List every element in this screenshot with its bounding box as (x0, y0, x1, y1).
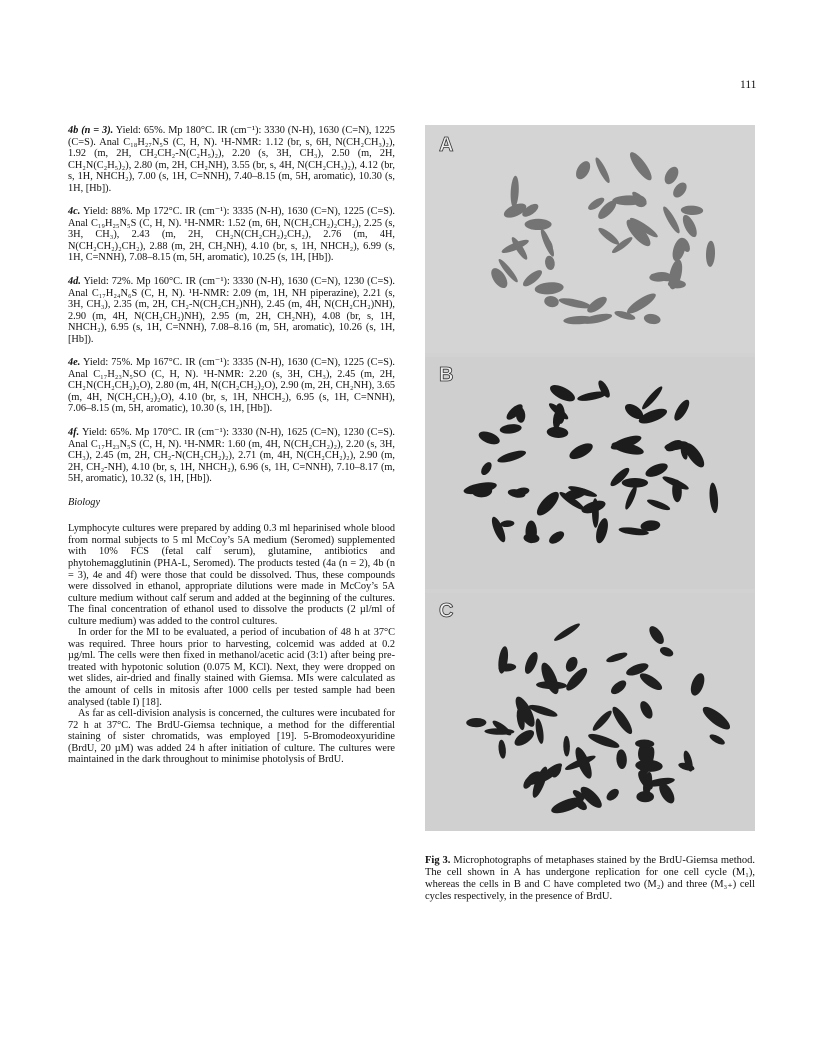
panel-a (425, 125, 755, 353)
biology-paragraph: As far as cell-division analysis is concerned, the cultures were incubated for 72 h at 37°C. The BrdU-Giemsa technique, a method for the differential staining of sister chromatids, was employed [19]. 5-Bromodeoxyuridine (BrdU, 20 µM) was added 24 h after initiation of culture. The cultures were maintained in the dark throughout to minimise photolysis of BrdU. (68, 708, 395, 766)
compound-4b (68, 125, 395, 194)
metaphase-photo-c (425, 593, 755, 831)
compound-heading: 4c. (68, 206, 81, 218)
compound-data: Yield: 72%. Mp 160°C. IR (cm⁻¹): 3330 (N-H), 1630 (C=N), 1230 (C=S). Anal C₁₇H₂₄N₆S (C, H, N). ¹H-NMR: 2.09 (m, 1H, NH piperazine), 2.21 (s, 3H, CH₃), 2.35 (m, 2H, CH₂-N(CH₂CH₂)NH), 2.45 (m, 4H, N(CH₂CH₂)NH), 2.90 (m, 4H, N(CH₂CH₂)NH), 2.95 (m, 2H, CH₂NH), 4.08 (br, s, 1H, NHCH₂), 6.95 (s, 1H, C=NNH), 7.08–8.16 (m, 5H, aromatic), 10.26 (s, 1H, [Hb]). (68, 276, 395, 345)
panel-b (425, 357, 755, 589)
figure-caption (425, 855, 755, 903)
chromosome (526, 521, 537, 544)
metaphase-photo-a (425, 125, 755, 353)
compound-heading: 4e. (68, 357, 81, 369)
compound-4e (68, 357, 395, 415)
chromosome (525, 219, 552, 230)
caption-text: Microphotographs of metaphases stained by the BrdU-Giemsa method. The cell shown in A has undergone replication for one cell cycle (M₁), whereas the cells in B and C have completed two (M₂) and three (M₃₊) cell cycles respectively, in the presence of BrdU. (425, 855, 755, 902)
compound-data: Yield: 65%. Mp 180°C. IR (cm⁻¹): 3330 (N-H), 1630 (C=N), 1225 (C=S). Anal C₁₈H₂₇N₅S (C, H, N). ¹H-NMR: 1.12 (br, s, 6H, N(CH₂CH₃)₂), 1.92 (m, 2H, CH₂CH₂-N(C₂H₅)₂), 2.20 (s, 3H, CH₃), 2.50 (m, 2H, CH₂N(C₂H₅)₂), 2.80 (m, 2H, CH₂NH), 3.55 (br, s, 4H, N(CH₂CH₃)₂), 4.12 (br, s, 1H, NHCH₂), 7.00 (s, 1H, C=NNH), 7.40–8.15 (m, 5H, aromatic), 10.30 (s, 1H, [Hb]). (68, 125, 395, 194)
left-column (68, 125, 395, 766)
panel-label: B (439, 364, 454, 386)
figure-3-photographs (425, 125, 755, 831)
compound-data: Yield: 65%. Mp 170°C. IR (cm⁻¹): 3330 (N-H), 1625 (C=N), 1230 (C=S). Anal C₁₇H₂₃N₅S (C, H, N). ¹H-NMR: 1.60 (m, 4H, N(CH₂CH₂)₂), 2.20 (s, 3H, CH₃), 2.45 (m, 2H, CH₂-N(CH₂CH₂)₂), 2.71 (m, 4H, N(CH₂CH₂)₂), 2.90 (m, 2H, CH₂-NH), 4.10 (br, s, 1H, NHCH₂), 6.96 (s, 1H, C=NNH), 7.10–8.17 (m, 5H, aromatic), 10.32 (s, 1H, [Hb]). (68, 427, 395, 485)
panel-label: A (439, 134, 454, 156)
caption-label: Fig 3. (425, 855, 451, 866)
compound-data: Yield: 88%. Mp 172°C. IR (cm⁻¹): 3335 (N-H), 1630 (C=N), 1225 (C=S). Anal C₁₉H₂₅N₅S (C, H, N). ¹H-NMR: 1.52 (m, 6H, N(CH₂CH₂)₂CH₂), 2.25 (s, 3H, CH₃), 2.43 (m, 2H, CH₂N(CH₂CH₂)₂CH₂), 2.76 (m, 4H, N(CH₂CH₂)₂CH₂), 2.88 (m, 2H, CH₂NH), 4.10 (br, s, 1H, NHCH₂), 6.99 (s, 1H, C=NNH), 7.08–8.15 (m, 5H, aromatic), 10.25 (s, 1H, [Hb]). (68, 206, 395, 264)
panel-label: C (439, 600, 454, 622)
biology-paragraph: Lymphocyte cultures were prepared by adding 0.3 ml heparinised whole blood from normal subjects to 5 ml McCoy’s 5A medium (Seromed) supplemented with 10% FCS (fetal calf serum), glutamine, antibiotics and phytohemagglutinin (PHA-L, Seromed). The products tested (4a (n = 2), 4b (n = 3), 4e and 4f) were those that could be dissolved. Thus, these compounds were dissolved in ethanol, appropriate dilutions were made in McCoy’s 5A culture medium without calf serum and added at the beginning of the cultures. The final concentration of ethanol used to dissolve the products (2 µl/ml of culture medium) was added to the control cultures. (68, 523, 395, 627)
compound-data: Yield: 75%. Mp 167°C. IR (cm⁻¹): 3335 (N-H), 1630 (C=N), 1225 (C=S). Anal C₁₇H₂₃N₅SO (C, H, N). ¹H-NMR: 2.20 (s, 3H, CH₃), 2.45 (m, 2H, CH₂N(CH₂CH₂)₂O), 2.80 (m, 4H, N(CH₂CH₂)₂O), 2.90 (m, 2H, CH₂NH), 3.65 (m, 4H, N(CH₂CH₂)₂O), 4.10 (br, s, 1H, NHCH₂), 6.95 (s, 1H, C=NNH), 7.06–8.15 (m, 5H, aromatic), 10.30 (s, 1H, [Hb]). (68, 357, 395, 415)
compound-heading: 4b (n = 3). (68, 125, 114, 136)
panel-c (425, 593, 755, 831)
compound-heading: 4d. (68, 276, 81, 288)
biology-heading: Biology (68, 496, 101, 508)
chromosome (622, 478, 648, 488)
compound-heading: 4f. (68, 427, 80, 439)
page-number: 111 (740, 79, 757, 91)
metaphase-photo-b (425, 357, 755, 589)
biology-paragraph: In order for the MI to be evaluated, a period of incubation of 48 h at 37°C was required. Three hours prior to harvesting, colcemid was added at 0.2 µg/ml. The cells were then fixed in methanol/acetic acid (3:1) after being pre-treated with hypotonic solution (0.075 M, KCl). Next, they were dropped on wet slides, air-dried and finally stained with Giemsa. MIs were calculated as the amount of cells in mitosis after 1000 cells per tested sample had been analysed (table I) [18]. (68, 627, 395, 708)
compound-4c (68, 206, 395, 264)
compound-4f (68, 427, 395, 485)
compound-4d (68, 276, 395, 345)
